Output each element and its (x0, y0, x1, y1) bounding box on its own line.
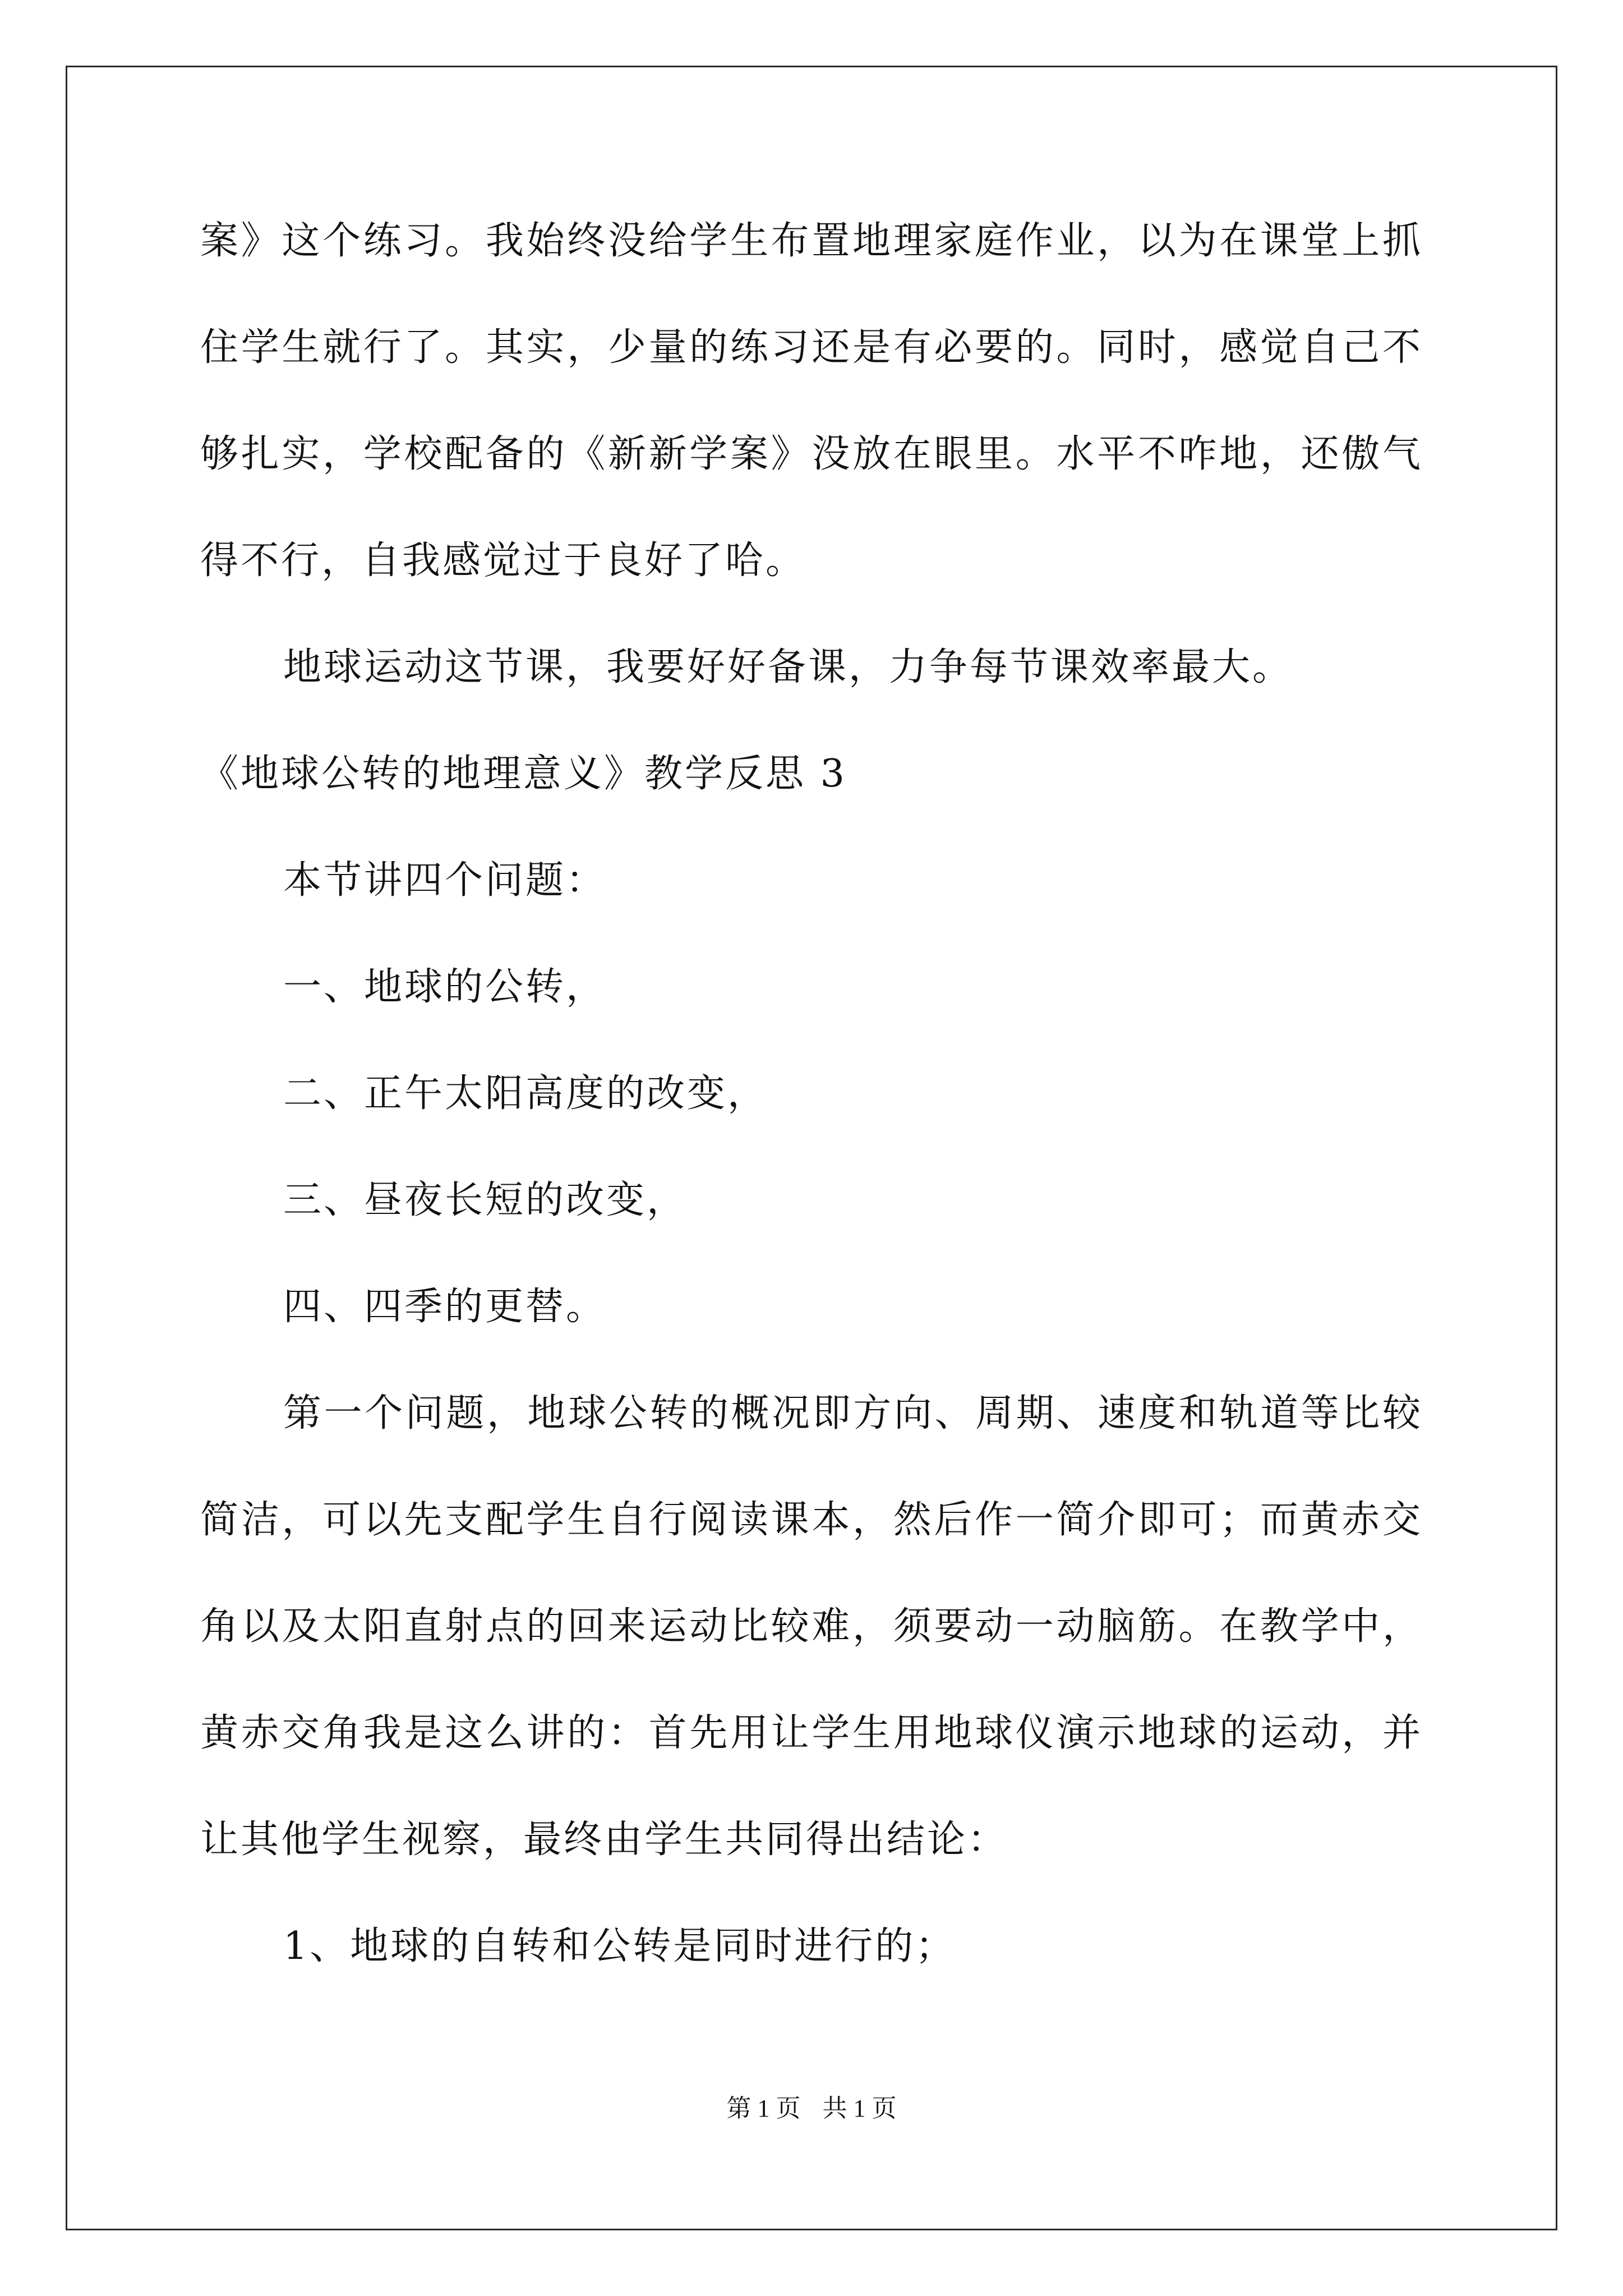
paragraph-line: 第一个问题，地球公转的概况即方向、周期、速度和轨道等比较 (283, 1391, 1423, 1435)
paragraph-line: 本节讲四个问题： (283, 858, 607, 903)
paragraph-line: 黄赤交角我是这么讲的：首先用让学生用地球仪演示地球的运动，并 (200, 1711, 1423, 1755)
section-heading: 《地球公转的地理意义》教学反思 3 (200, 752, 847, 796)
list-item: 二、正午太阳高度的改变， (283, 1071, 768, 1116)
paragraph-line: 简洁，可以先支配学生自行阅读课本，然后作一简介即可；而黄赤交 (200, 1498, 1423, 1542)
list-item: 一、地球的公转， (283, 965, 607, 1009)
list-item: 1、地球的自转和公转是同时进行的； (283, 1924, 956, 1968)
list-item: 四、四季的更替。 (283, 1285, 607, 1329)
page-footer (0, 2095, 1623, 2123)
paragraph-line: 角以及太阳直射点的回来运动比较难，须要动一动脑筋。在教学中， (200, 1604, 1423, 1649)
paragraph-line: 案》这个练习。我始终没给学生布置地理家庭作业，以为在课堂上抓 (200, 219, 1423, 263)
page-number: 第 1 页 (726, 2095, 801, 2122)
paragraph-line: 得不行，自我感觉过于良好了哈。 (200, 539, 806, 583)
document-body (200, 220, 1423, 2032)
list-item: 三、昼夜长短的改变， (283, 1178, 688, 1222)
paragraph-line: 住学生就行了。其实，少量的练习还是有必要的。同时，感觉自己不 (200, 325, 1423, 370)
paragraph-line: 够扎实，学校配备的《新新学案》没放在眼里。水平不咋地，还傲气 (200, 432, 1423, 476)
paragraph-line: 地球运动这节课，我要好好备课，力争每节课效率最大。 (283, 645, 1293, 689)
paragraph-line: 让其他学生视察，最终由学生共同得出结论： (200, 1818, 1008, 1862)
page-total: 共 1 页 (822, 2095, 897, 2122)
